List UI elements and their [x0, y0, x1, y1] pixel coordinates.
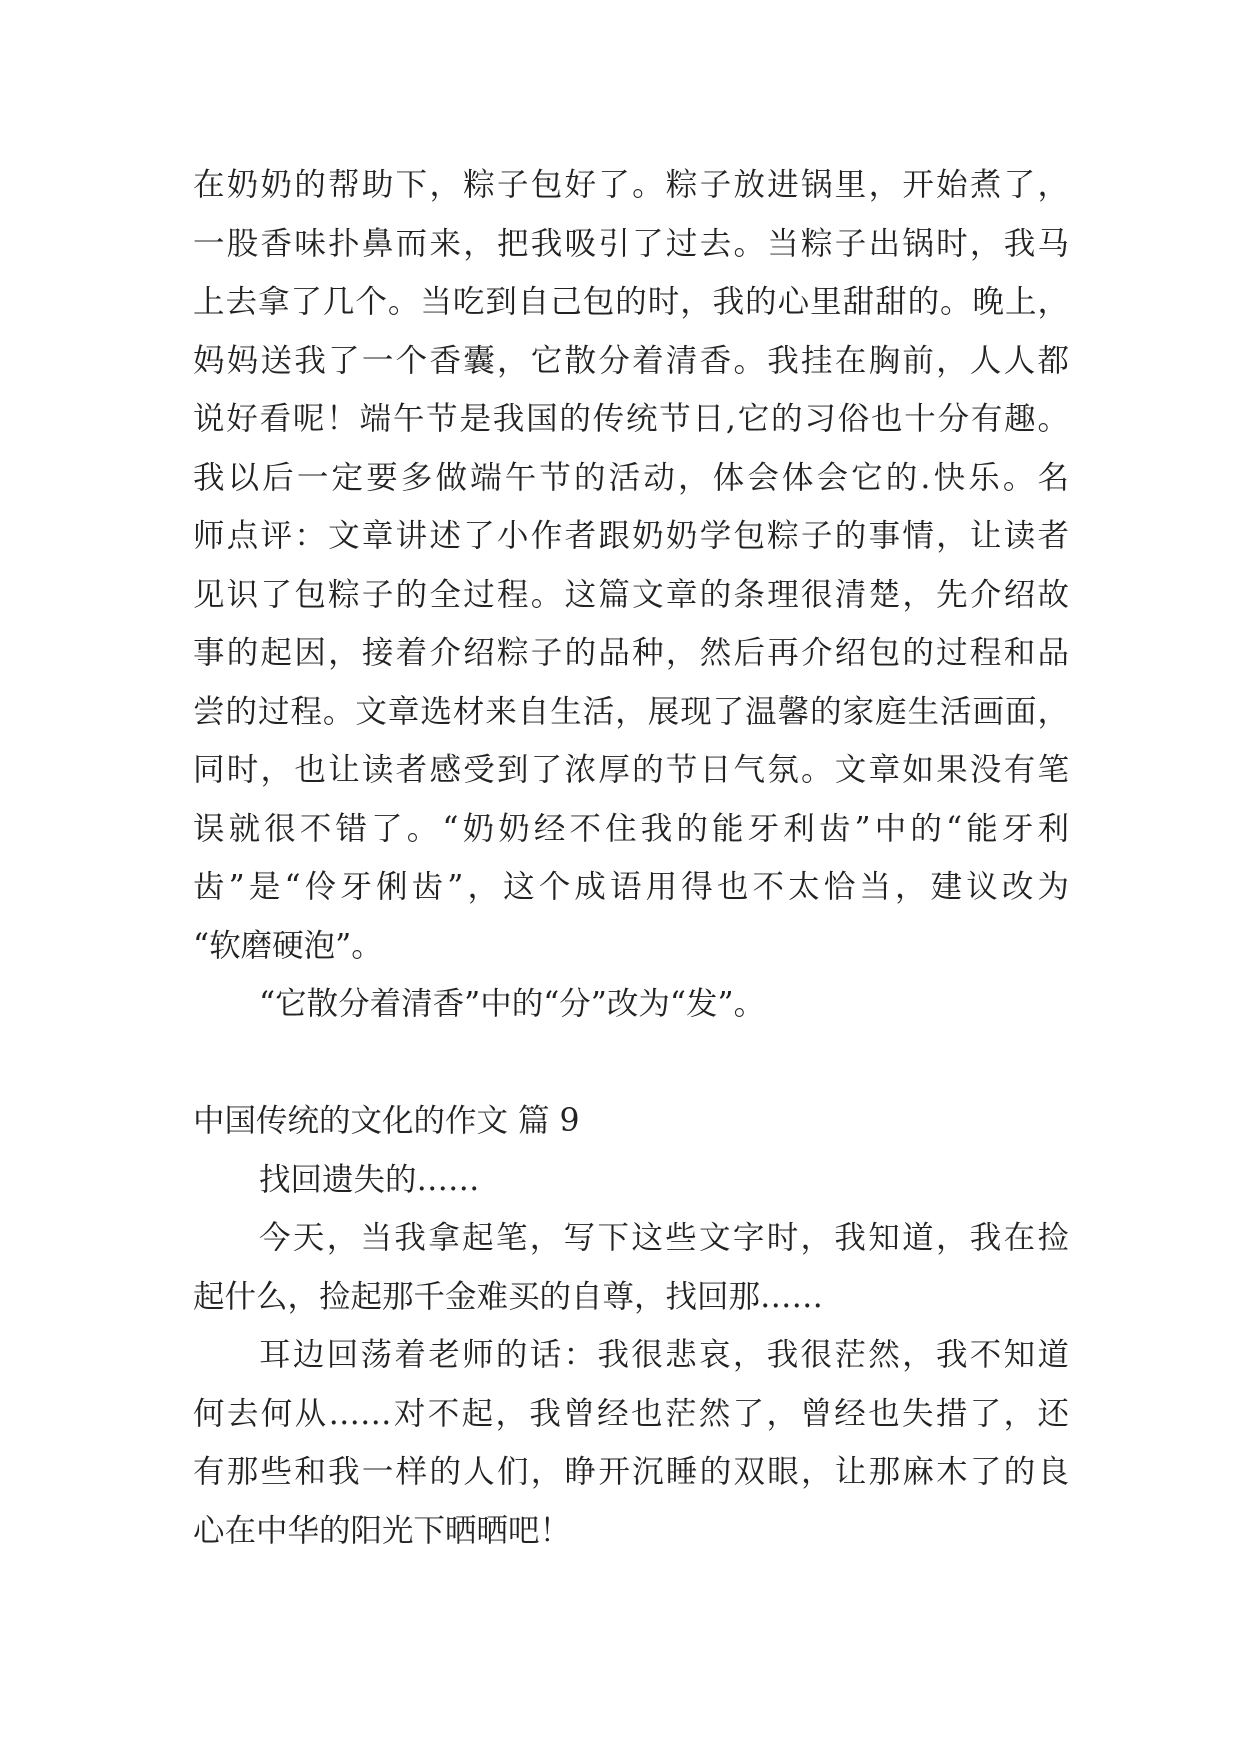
text-line: 上去拿了几个。当吃到自己包的时，我的心里甜甜的。晚上，: [193, 284, 1069, 320]
paragraph: [193, 156, 1069, 975]
text-line: 我以后一定要多做端午节的活动，体会体会它的.快乐。名: [193, 459, 1069, 496]
text-line: 同时，也让读者感受到了浓厚的节日气氛。文章如果没有笔: [193, 752, 1069, 788]
text-line: 妈妈送我了一个香囊，它散分着清香。我挂在胸前，人人都: [193, 342, 1069, 379]
paragraph: [193, 1151, 1069, 1210]
text-line: 尝的过程。文章选材来自生活，展现了温馨的家庭生活画面，: [193, 693, 1069, 730]
text-line: 起什么，捡起那千金难买的自尊，找回那……: [193, 1278, 824, 1315]
paragraph: [193, 1326, 1069, 1560]
paragraph: [193, 1209, 1069, 1326]
text-line: 一股香味扑鼻而来，把我吸引了过去。当粽子出锅时，我马: [193, 225, 1069, 262]
text-line: 找回遗失的……: [259, 1161, 480, 1198]
text-line: 今天，当我拿起笔，写下这些文字时，我知道，我在捡: [259, 1220, 1069, 1256]
text-line: 师点评：文章讲述了小作者跟奶奶学包粽子的事情，让读者: [193, 518, 1069, 554]
text-line: 齿”是“伶牙俐齿”，这个成语用得也不太恰当，建议改为: [193, 869, 1069, 905]
text-line: 心在中华的阳光下晒晒吧！: [193, 1512, 572, 1549]
text-line: 说好看呢！端午节是我国的传统节日,它的习俗也十分有趣。: [193, 401, 1069, 437]
text-line: “它散分着清香”中的“分”改为“发”。: [259, 986, 766, 1022]
text-line: “软磨硬泡”。: [193, 927, 383, 964]
document-body: [193, 156, 1069, 1560]
text-line: 见识了包粽子的全过程。这篇文章的条理很清楚，先介绍故: [193, 576, 1069, 613]
paragraph: [193, 975, 1069, 1034]
text-line: 耳边回荡着老师的话：我很悲哀，我很茫然，我不知道: [259, 1337, 1069, 1373]
text-line: 误就很不错了。“奶奶经不住我的能牙利齿”中的“能牙利: [193, 810, 1069, 847]
text-line: 在奶奶的帮助下，粽子包好了。粽子放进锅里，开始煮了，: [193, 167, 1069, 203]
section-heading: 中国传统的文化的作文 篇 9: [193, 1103, 580, 1139]
text-line: 有那些和我一样的人们，睁开沉睡的双眼，让那麻木了的良: [193, 1454, 1069, 1490]
text-line: 事的起因，接着介绍粽子的品种，然后再介绍包的过程和品: [193, 635, 1069, 671]
blank-line: [193, 1034, 1069, 1093]
text-line: 何去何从……对不起，我曾经也茫然了，曾经也失措了，还: [193, 1395, 1069, 1432]
